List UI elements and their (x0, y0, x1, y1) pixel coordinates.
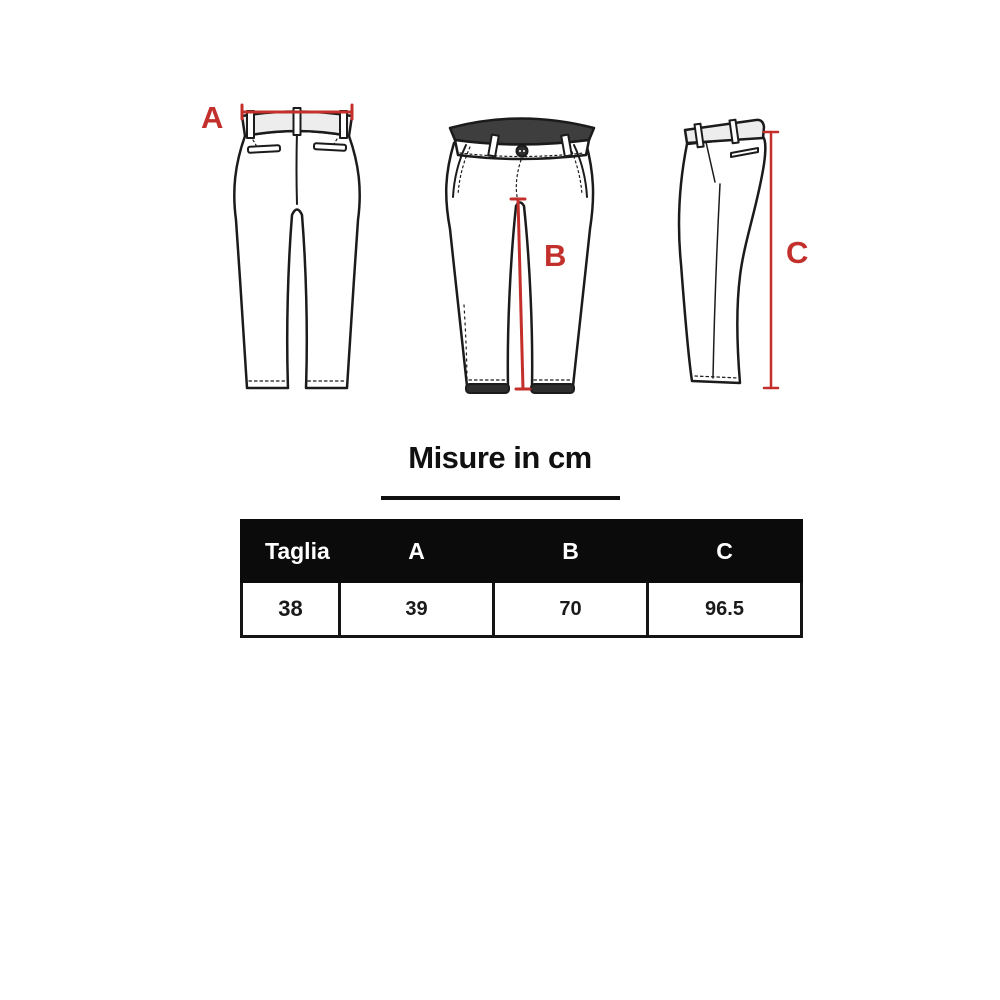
measure-label-c: C (786, 235, 809, 270)
cell-taglia-value: 38 (242, 582, 340, 637)
back-pocket-left (248, 145, 280, 153)
cell-c-value: 96.5 (648, 582, 802, 637)
measure-label-b: B (544, 238, 567, 273)
pants-side-view-drawing (662, 112, 784, 398)
belt-loop (247, 111, 254, 138)
waist-button-hole (519, 150, 521, 152)
header-a: A (340, 521, 494, 582)
pants-front-view-drawing (442, 105, 598, 401)
title-underline (381, 496, 620, 500)
waist-button (517, 146, 528, 157)
center-back-seam (297, 131, 298, 204)
pants-back-view-drawing (222, 100, 368, 400)
belt-loop (340, 111, 347, 138)
size-table (240, 519, 803, 638)
waistband-inner-dark (450, 119, 594, 145)
measure-line-c (764, 132, 778, 388)
header-taglia: Taglia (242, 521, 340, 582)
back-pocket-right (314, 143, 346, 151)
hem-cuff-right (531, 384, 574, 393)
measure-label-a: A (201, 100, 224, 135)
pants-side-silhouette (679, 136, 765, 383)
size-table-row (242, 582, 802, 637)
header-c: C (648, 521, 802, 582)
header-b: B (494, 521, 648, 582)
waist-button-hole (523, 150, 525, 152)
cell-a-value: 39 (340, 582, 494, 637)
cell-b-value: 70 (494, 582, 648, 637)
size-table-header-row (242, 521, 802, 582)
hem-cuff-left (466, 384, 509, 393)
page-title: Misure in cm (408, 440, 592, 475)
